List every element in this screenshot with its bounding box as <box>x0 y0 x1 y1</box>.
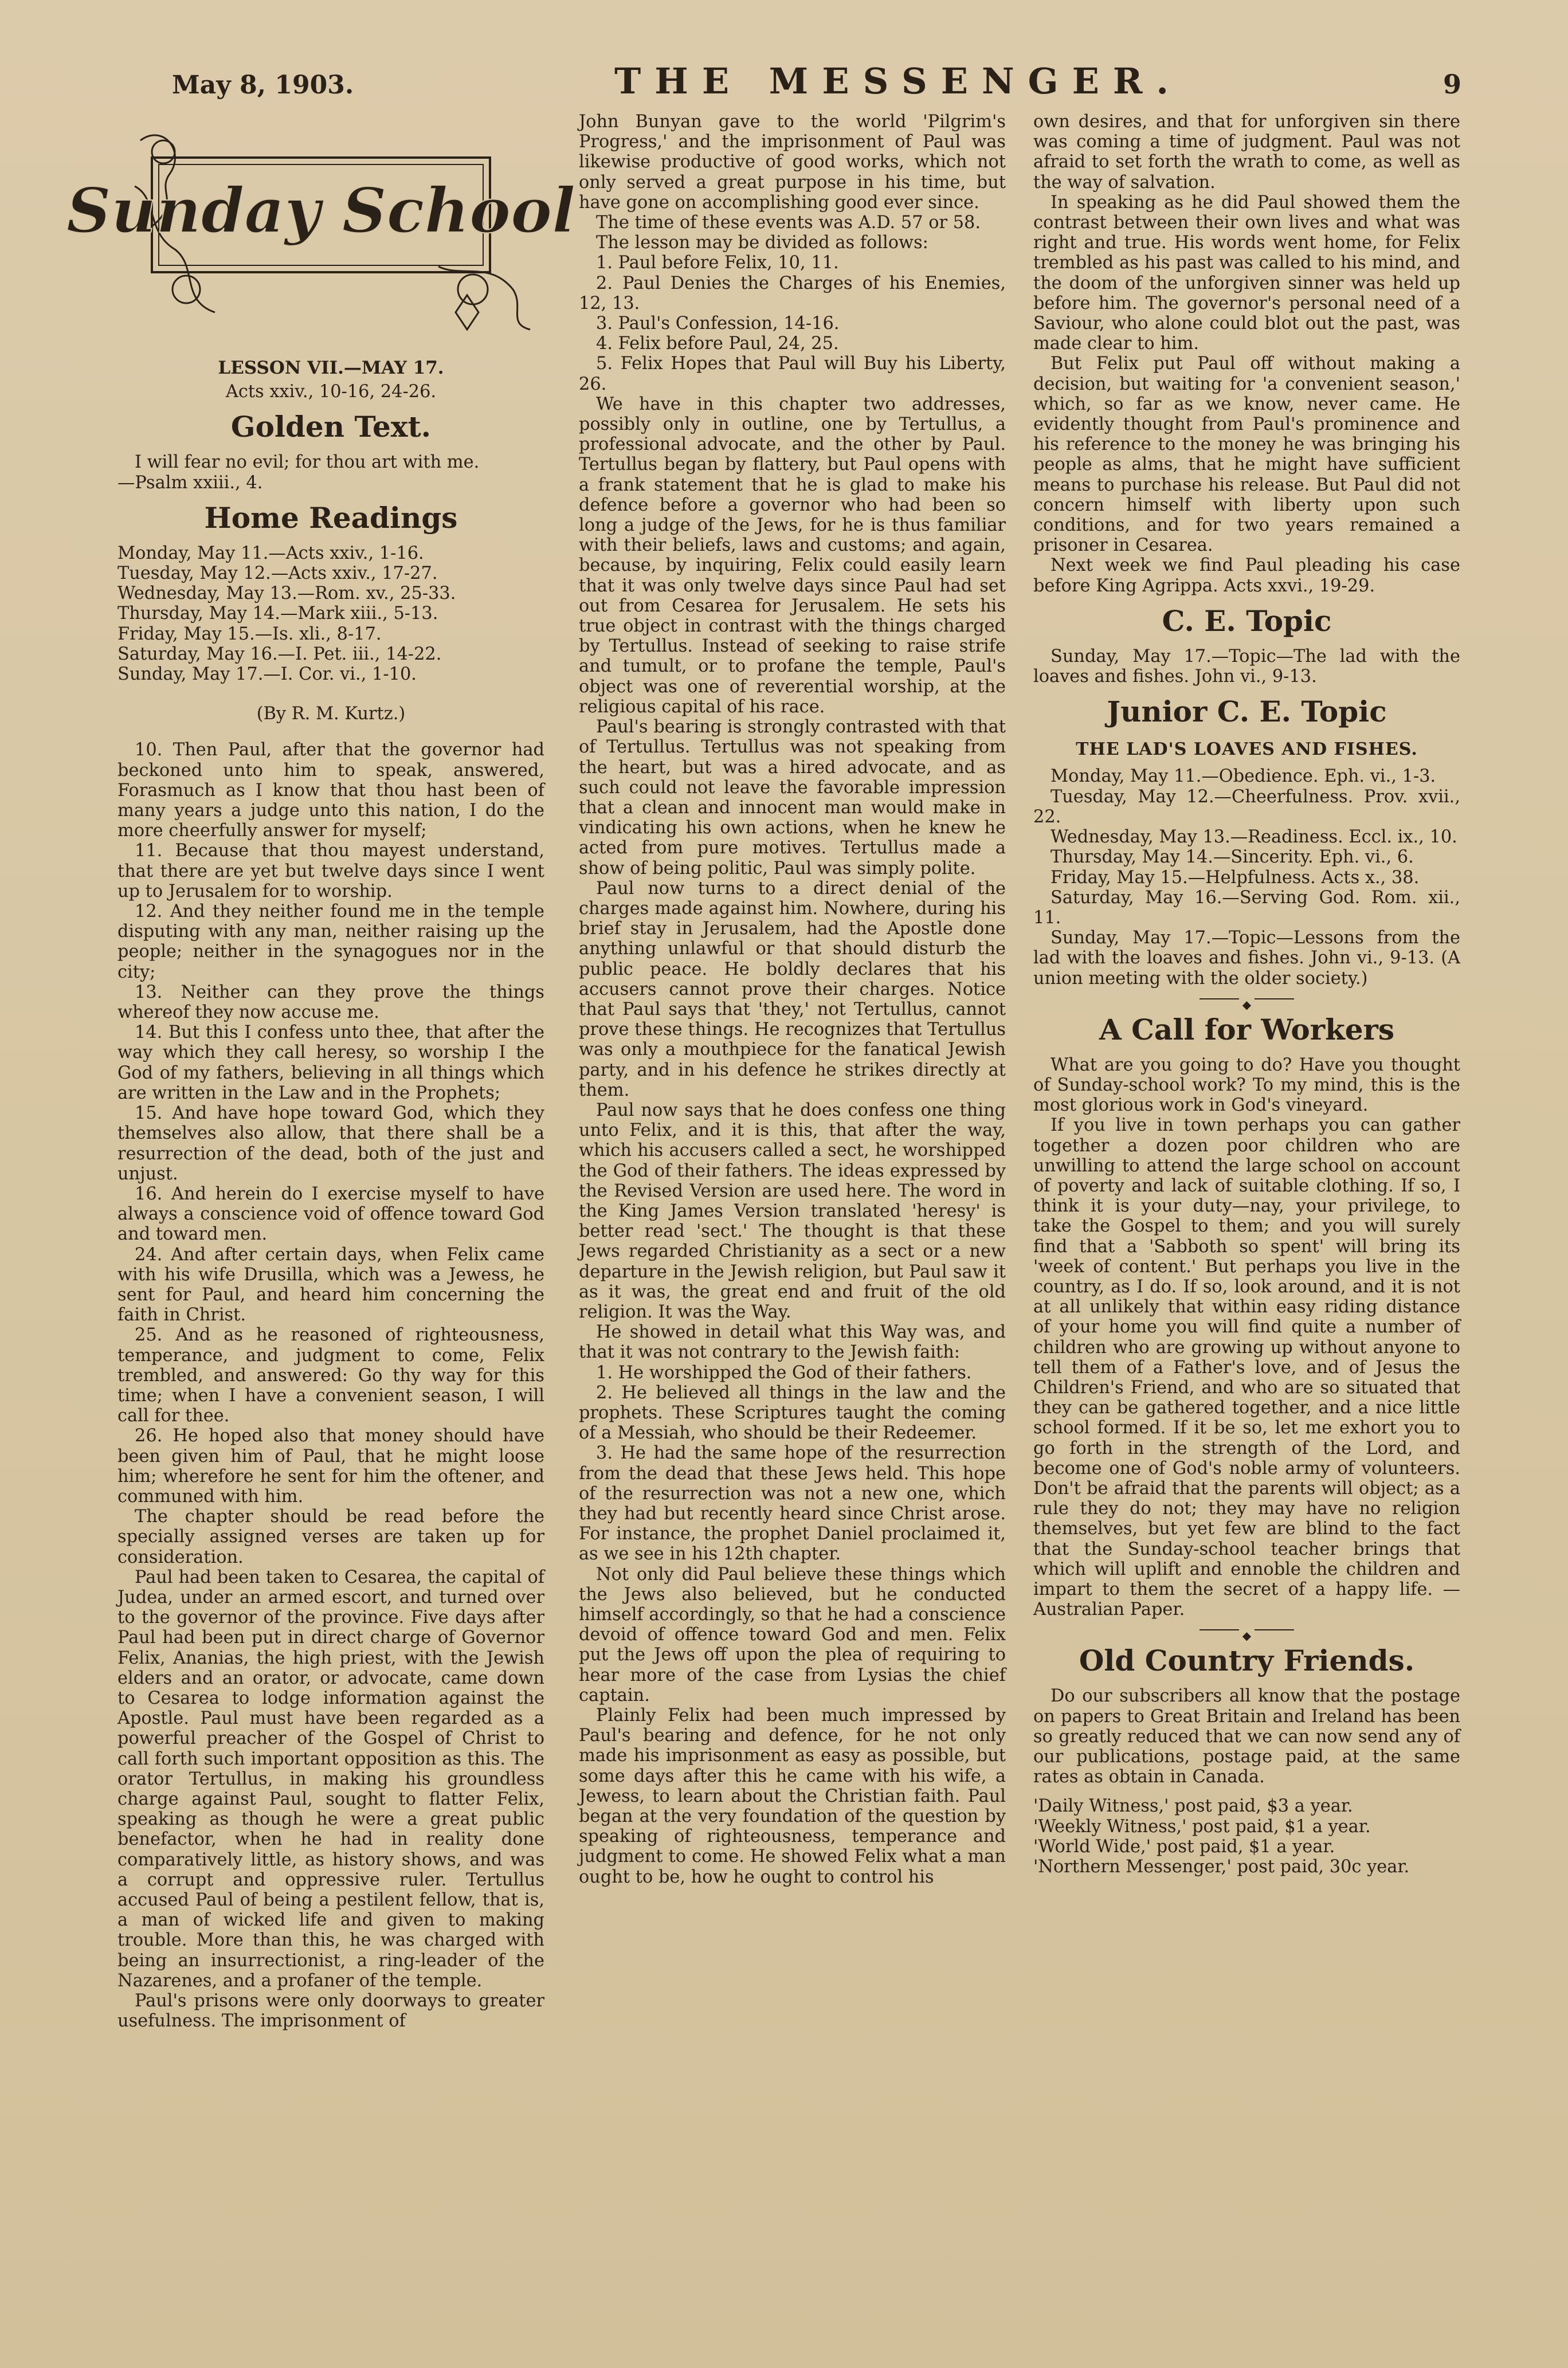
price-line: 'Daily Witness,' post paid, $3 a year. <box>1033 1796 1353 1817</box>
verse: 16. And herein do I exercise myself to have always a conscience void of offence toward God and toward men. <box>117 1183 544 1245</box>
body-paragraph: The chapter should be read before the specially assigned verses are taken up for consideration. <box>117 1507 544 1567</box>
list-item: Saturday, May 16.—Serving God. Rom. xii., 11. <box>1033 887 1460 928</box>
lesson-heading: LESSON VII.—MAY 17. <box>218 358 444 378</box>
price-line: 'World Wide,' post paid, $1 a year. <box>1033 1836 1335 1857</box>
column-1 <box>66 112 576 2032</box>
verse: 14. But this I confess unto thee, that after the way which they call heresy, so worship I the God of my fathers, believing in all things which are written in the Law and in the Prophets; <box>117 1022 544 1103</box>
list-item: Sunday, May 17.—Topic—Lessons from the lad with the loaves and fishes. John vi., 9-13. (A union meeting with the older society.) <box>1033 928 1460 989</box>
body-paragraph: Paul now says that he does confess one thing unto Felix, and it is this, that after the way, which his accusers called a sect, he worshipped the God of their fathers. The ideas expressed by the Revised Version are used here. The word in the King James Version translated 'heresy' is better read 'sect.' The thought is that these Jews regarded Christianity as a sect or a new departure in the Jewish religion, but Paul saw it as it was, the great end and fruit of the old religion. It was the Way. <box>579 1100 1006 1322</box>
home-readings-list <box>117 543 544 684</box>
issue-date: May 8, 1903. <box>172 70 354 100</box>
body-paragraph: We have in this chapter two addresses, possibly only in outline, one by Tertullus, a professional advocate, and the other by Paul. Tertullus began by flattery, but Paul opens with a frank statement that he is glad to make his defence before a governor who had been so long a judge of the Jews, for he is thus familiar with their beliefs, laws and customs; and again, because, by inquiring, Felix could easily learn that it was only twelve days since Paul had set out from Cesarea for Jerusalem. He sets his true object in contrast with the things charged by Tertullus. Instead of seeking to raise strife and tumult, or to profane the temple, Paul's object was one of reverential worship, at the religious capital of his race. <box>579 394 1006 717</box>
column-3 <box>1033 112 1460 1877</box>
body-paragraph: own desires, and that for unforgiven sin there was coming a time of judgment. Paul was not afraid to set forth the wrath to come, as well as the way of salvation. <box>1033 112 1460 193</box>
column-2 <box>579 112 1006 1887</box>
ce-topic-title: C. E. Topic <box>1162 603 1332 638</box>
body-paragraph: Paul had been taken to Cesarea, the capital of Judea, under an armed escort, and turned over to the governor of the province. Five days after Paul had been put in direct charge of Governor Felix, Ananias, the high priest, with the Jewish elders and an orator, or advocate, came down to Cesarea to lodge information against the Apostle. Paul must have been regarded as a powerful preacher of the Gospel of Christ to call forth such important opposition as this. The orator Tertullus, in making his groundless charge against Paul, sought to flatter Felix, speaking as though he were a great public benefactor, when he had in reality done comparatively little, as history shows, and was a corrupt and oppressive ruler. Tertullus accused Paul of being a pestilent fellow, that is, a man of wicked life and given to making trouble. More than this, he was charged with being an insurrectionist, a ring-leader of the Nazarenes, and a profaner of the temple. <box>117 1567 544 1991</box>
body-paragraph: What are you going to do? Have you thought of Sunday-school work? To my mind, this is the most glorious work in God's vineyard. <box>1033 1054 1460 1116</box>
spacer <box>1033 1787 1460 1796</box>
body-paragraph: Plainly Felix had been much impressed by Paul's bearing and defence, for he not only made his imprisonment as easy as possible, but some days after this he came with his wife, a Jewess, to learn about the Christian faith. Paul began at the very foundation of the question by speaking of righteousness, temperance and judgment to come. He showed Felix what a man ought to be, how he ought to control his <box>579 1706 1006 1887</box>
sunday-school-banner <box>66 117 576 335</box>
body-paragraph: Do our subscribers all know that the postage on papers to Great Britain and Ireland has been so greatly reduced that we can now send any of our publications, postage paid, at the same rates as obtain in Canada. <box>1033 1686 1460 1787</box>
list-item: Thursday, May 14.—Sincerity. Eph. vi., 6. <box>1050 847 1414 868</box>
body-paragraph: Not only did Paul believe these things which the Jews also believed, but he conducted himself accordingly, so that he had a conscience devoid of offence toward God and men. Felix put the Jews off upon the plea of requiring to hear more of the case from Lysias the chief captain. <box>579 1564 1006 1706</box>
body-paragraph: Paul's prisons were only doorways to greater usefulness. The imprisonment of <box>117 1991 544 2032</box>
list-item: 1. He worshipped the God of their fathers. <box>596 1362 972 1383</box>
list-item: 4. Felix before Paul, 24, 25. <box>596 334 839 354</box>
verse: 15. And have hope toward God, which they themselves also allow, that there shall be a resurrection of the dead, both of the just and unjust. <box>117 1103 544 1184</box>
list-item: Thursday, May 14.—Mark xiii., 5-13. <box>117 603 438 624</box>
list-item: 5. Felix Hopes that Paul will Buy his Liberty, 26. <box>579 354 1006 394</box>
verse: 25. And as he reasoned of righteousness, temperance, and judgment to come, Felix trembled, and answered: Go thy way for this time; when I have a convenient season, I will call for thee. <box>117 1325 544 1426</box>
list-item: Monday, May 11.—Acts xxiv., 1-16. <box>117 543 424 563</box>
page-header <box>172 60 1461 106</box>
list-item: 1. Paul before Felix, 10, 11. <box>596 253 839 273</box>
ce-topic-text: Sunday, May 17.—Topic—The lad with the loaves and fishes. John vi., 9-13. <box>1033 646 1460 687</box>
golden-text: I will fear no evil; for thou art with me. <box>135 452 480 473</box>
price-line: 'Northern Messenger,' post paid, 30c year. <box>1033 1857 1410 1877</box>
banner-illustration-icon <box>66 117 576 335</box>
section-divider <box>1033 1624 1460 1643</box>
body-paragraph: Next week we find Paul pleading his case before King Agrippa. Acts xxvi., 19-29. <box>1033 555 1460 596</box>
section-divider <box>1033 993 1460 1012</box>
masthead: THE MESSENGER. <box>614 60 1182 102</box>
list-item: Friday, May 15.—Is. xli., 8-17. <box>117 624 382 644</box>
list-item: 2. He believed all things in the law and the prophets. These Scriptures taught the coming of a Messiah, who should be their Redeemer. <box>579 1382 1006 1444</box>
body-paragraph: John Bunyan gave to the world 'Pilgrim's Progress,' and the imprisonment of Paul was likewise productive of good works, which not only served a great purpose in his time, but have gone on accomplishing good ever since. <box>579 112 1006 213</box>
body-paragraph: But Felix put Paul off without making a decision, but waiting for 'a convenient season,' which, so far as we know, never came. He evidently thought from Paul's prominence and his reference to the money he was bringing his people as alms, that he might have sufficient means to purchase his release. But Paul did not concern himself with liberty upon such conditions, and for two years remained a prisoner in Cesarea. <box>1033 354 1460 556</box>
body-paragraph: Paul's bearing is strongly contrasted with that of Tertullus. Tertullus was not speaking from the heart, but was a hired advocate, and as such could not leave the favorable impression that a clean and innocent man would make in vindicating his own actions, when he knew he acted from pure motives. Tertullus made a show of being politic, Paul was simply polite. <box>579 717 1006 879</box>
old-country-friends-title: Old Country Friends. <box>1079 1644 1415 1678</box>
verse: 10. Then Paul, after that the governor had beckoned unto him to speak, answered, Forasmuch as I know that thou hast been of many years a judge unto this nation, I do the more cheerfully answer for myself; <box>117 740 544 841</box>
byline: (By R. M. Kurtz.) <box>256 704 406 724</box>
list-item: 2. Paul Denies the Charges of his Enemies, 12, 13. <box>579 273 1006 313</box>
golden-text-reference: —Psalm xxiii., 4. <box>117 472 263 493</box>
list-item: Friday, May 15.—Helpfulness. Acts x., 38. <box>1050 867 1420 888</box>
body-paragraph: In speaking as he did Paul showed them the contrast between their own lives and what was right and true. His words went home, for Felix trembled as his past was called to his mind, and the doom of the unforgiven sinner was held up before him. The governor's personal need of a Saviour, who alone could blot out the past, was made clear to him. <box>1033 192 1460 354</box>
price-line: 'Weekly Witness,' post paid, $1 a year. <box>1033 1816 1371 1837</box>
lesson-reference: Acts xxiv., 10-16, 24-26. <box>225 382 437 402</box>
call-for-workers-title: A Call for Workers <box>1099 1012 1395 1046</box>
golden-text-title: Golden Text. <box>230 410 432 444</box>
diamond-ornament-icon: ◆ <box>1239 998 1255 1012</box>
list-item: Sunday, May 17.—I. Cor. vi., 1-10. <box>117 664 417 685</box>
body-paragraph: Paul now turns to a direct denial of the charges made against him. Nowhere, during his brief stay in Jerusalem, had the Apostle done anything unlawful or that should disturb the public peace. He boldly declares that his accusers cannot prove their charges. Notice that Paul says that 'they,' not Tertullus, cannot prove these things. He recognizes that Tertullus was only a mouthpiece for the fanatical Jewish party, and in his defence he strikes directly at them. <box>579 878 1006 1100</box>
verse: 12. And they neither found me in the temple disputing with any man, neither raising up the people; neither in the synagogues nor in the city; <box>117 901 544 982</box>
list-item: Monday, May 11.—Obedience. Eph. vi., 1-3. <box>1050 766 1436 787</box>
list-item: Saturday, May 16.—I. Pet. iii., 14-22. <box>117 644 442 664</box>
list-item: Wednesday, May 13.—Readiness. Eccl. ix., 10. <box>1050 827 1457 848</box>
body-paragraph: He showed in detail what this Way was, and that it was not contrary to the Jewish faith: <box>579 1322 1006 1363</box>
verse: 26. He hoped also that money should have been given him of Paul, that he might loose him; wherefore he sent for him the oftener, and communed with him. <box>117 1426 544 1507</box>
list-item: Wednesday, May 13.—Rom. xv., 25-33. <box>117 583 456 604</box>
page-number: 9 <box>1442 69 1461 100</box>
body-paragraph: The lesson may be divided as follows: <box>596 233 928 253</box>
list-item: 3. Paul's Confession, 14-16. <box>596 313 840 334</box>
list-item: 3. He had the same hope of the resurrection from the dead that these Jews held. This hope of the resurrection was not a new one, which they had but recently heard since Christ arose. For instance, the prophet Daniel proclaimed it, as we see in his 12th chapter. <box>579 1443 1006 1565</box>
verse: 24. And after certain days, when Felix came with his wife Drusilla, which was a Jewess, he sent for Paul, and heard him concerning the faith in Christ. <box>117 1244 544 1326</box>
verse: 11. Because that thou mayest understand, that there are yet but twelve days since I went up to Jerusalem for to worship. <box>117 841 544 901</box>
list-item: Tuesday, May 12.—Acts xxiv., 17-27. <box>117 563 438 584</box>
list-item: Tuesday, May 12.—Cheerfulness. Prov. xvii., 22. <box>1033 786 1460 827</box>
diamond-ornament-icon: ◆ <box>1239 1629 1255 1642</box>
verse: 13. Neither can they prove the things whereof they now accuse me. <box>117 982 544 1023</box>
junior-ce-topic-title: Junior C. E. Topic <box>1107 695 1387 729</box>
home-readings-title: Home Readings <box>204 500 458 535</box>
banner-title: Sunday School <box>66 175 576 247</box>
body-paragraph: If you live in town perhaps you can gather together a dozen poor children who are unwilling to attend the large school on account of poverty and lack of suitable clothing. If so, I think it is your duty—nay, your privilege, to take the Gospel to them; and you will surely find that a 'Sabboth so spent' will bring its 'week of content.' But perhaps you live in the country, as I do. If so, look around, and it is not at all unlikely that within easy riding distance of your home you will find quite a number of children who are growing up without anyone to tell them of a Father's love, and of Jesus the Children's Friend, and who are so situated that they can be gathered together, and a nice little school formed. If it be so, let me exhort you to go forth in the strength of the Lord, and become one of God's noble army of volunteers. Don't be afraid that the parents will object; as a rule they do not; they may have no religion themselves, but yet few are blind to the fact that the Sunday-school teacher brings that which will uplift and ennoble the children and impart to them the secret of a happy life. —Australian Paper. <box>1033 1115 1460 1620</box>
junior-ce-subtitle: THE LAD'S LOAVES AND FISHES. <box>1076 739 1418 760</box>
body-paragraph: The time of these events was A.D. 57 or 58. <box>596 213 981 233</box>
